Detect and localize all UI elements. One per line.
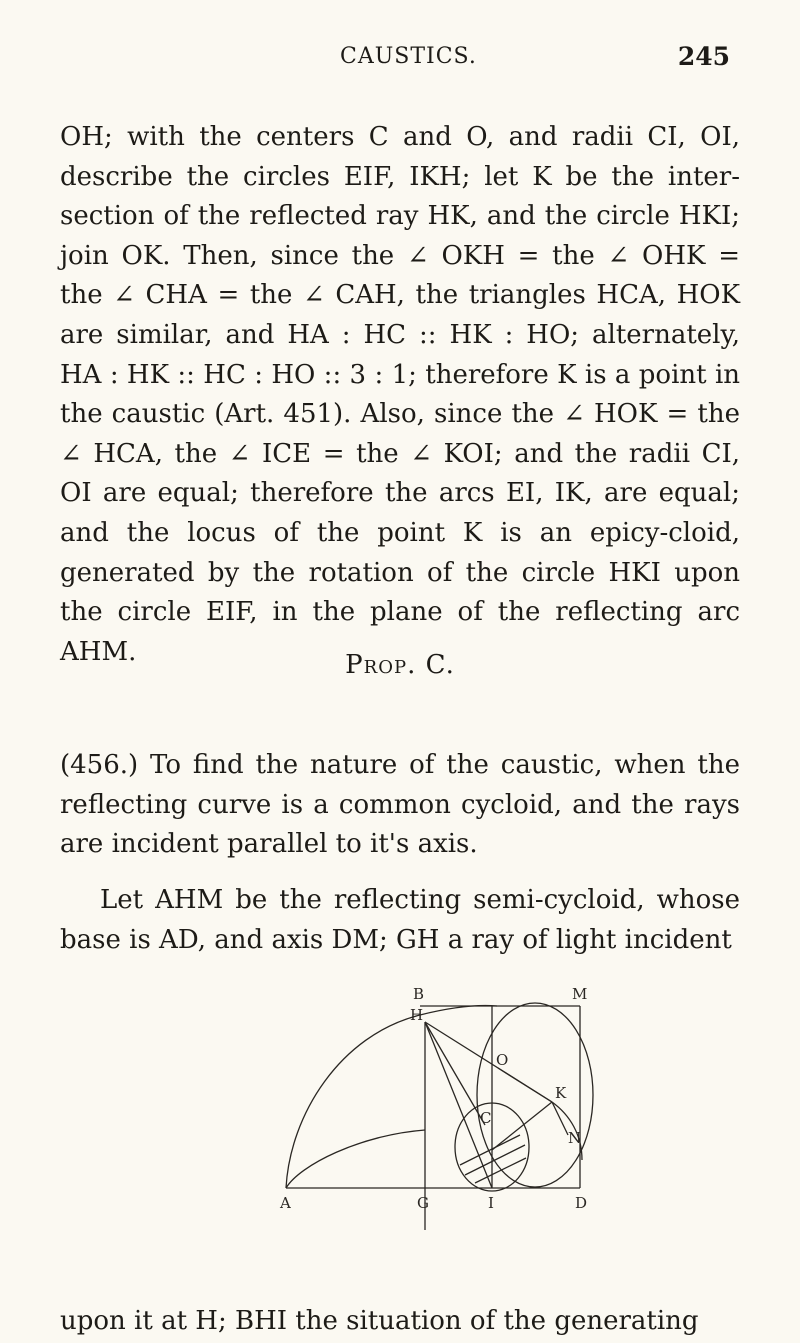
label-c: C [480, 1109, 492, 1127]
label-h: H [410, 1006, 424, 1024]
hatch-3 [475, 1158, 526, 1183]
hatch-2 [465, 1145, 525, 1175]
chord-k-n [552, 1102, 568, 1135]
label-a: A [280, 1194, 291, 1212]
label-d: D [575, 1194, 588, 1212]
paragraph-1: OH; with the centers C and O, and radii CI, OI, describe the circles EIF, IKH; let K be the inter-section of the reflected ray HK, and the circle HKI; join OK. Then, since the ∠ OKH = the ∠ OHK = the ∠ CHA = the ∠ CAH, the triangles HCA, HOK are similar, and HA : HC :: HK : HO; alternately, HA : HK :: HC : HO :: 3 : 1; therefore K is a point in the caustic (Art. 451). Also, since the ∠ HOK = the ∠ HCA, the ∠ ICE = the ∠ KOI; and the radii CI, OI are equal; therefore the arcs EI, IK, are equal; and the locus of the point K is an epicy-cloid, generated by the rotation of the circle HKI upon the circle EIF, in the plane of the reflecting arc AHM. [60, 122, 740, 667]
label-m: M [572, 985, 588, 1003]
label-i: I [488, 1194, 494, 1212]
paragraph-3: Let AHM be the reflecting semi-cycloid, whose base is AD, and axis DM; GH a ray of light incident [60, 885, 740, 955]
page-header [0, 38, 800, 78]
label-g: G [417, 1194, 429, 1212]
paragraph-2: (456.) To find the nature of the caustic, when the reflecting curve is a common cycloid, and the rays are incident parallel to it's axis. [60, 750, 740, 860]
label-k: K [555, 1084, 567, 1102]
cycloid-caustic-diagram [270, 965, 610, 1233]
label-n: N [568, 1129, 582, 1147]
cycloid-curve [286, 1006, 497, 1188]
label-o: O [496, 1051, 509, 1069]
generating-circle [477, 1003, 593, 1187]
label-b: B [413, 985, 425, 1003]
chord-c-k [492, 1102, 552, 1150]
paragraph-4: upon it at H; BHI the situation of the generating [60, 1306, 699, 1336]
chord-h-c [425, 1022, 485, 1125]
page-number: 245 [677, 42, 730, 71]
hatch-1 [460, 1135, 520, 1165]
running-title: CAUSTICS. [340, 44, 477, 69]
proposition-title: Prop. C. [345, 650, 455, 680]
lower-arc [286, 1130, 425, 1188]
chord-o-k [498, 1068, 552, 1102]
diagram-svg [270, 965, 610, 1233]
